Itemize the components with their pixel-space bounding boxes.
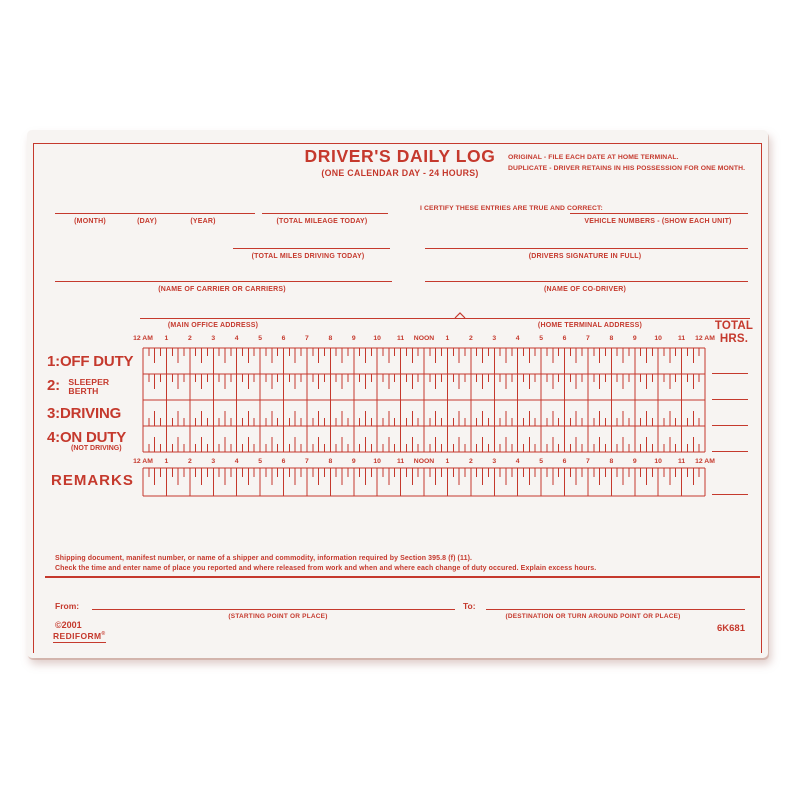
year-label: (YEAR) — [190, 218, 216, 225]
svg-text:6: 6 — [281, 335, 286, 342]
original-note: ORIGINAL - FILE EACH DATE AT HOME TERMINAL. — [508, 154, 679, 161]
svg-text:1: 1 — [164, 458, 169, 465]
svg-text:11: 11 — [396, 335, 405, 342]
main-office-label: (MAIN OFFICE ADDRESS) — [167, 322, 259, 329]
total-mileage-label: (TOTAL MILEAGE TODAY) — [276, 218, 368, 225]
svg-text:5: 5 — [539, 335, 543, 342]
carrier-line — [55, 281, 392, 282]
svg-text:8: 8 — [609, 335, 614, 342]
svg-text:7: 7 — [586, 335, 590, 342]
address-line — [140, 318, 750, 319]
from-label: From: — [55, 601, 80, 611]
total-miles-driving-line — [233, 248, 390, 249]
starting-point-label: (STARTING POINT OR PLACE) — [228, 613, 328, 620]
svg-text:3: 3 — [211, 335, 216, 342]
vehicle-numbers-label: VEHICLE NUMBERS - (SHOW EACH UNIT) — [584, 218, 732, 225]
svg-text:5: 5 — [539, 458, 543, 465]
svg-text:NOON: NOON — [413, 335, 435, 342]
total-miles-driving-label: (TOTAL MILES DRIVING TODAY) — [251, 253, 365, 260]
total-hours-line-off-duty — [712, 373, 748, 374]
date-entry-line — [55, 213, 255, 214]
svg-text:5: 5 — [258, 458, 262, 465]
total-mileage-line — [262, 213, 388, 214]
svg-text:4: 4 — [234, 458, 239, 465]
svg-text:5: 5 — [258, 335, 262, 342]
vehicle-numbers-line — [570, 213, 748, 214]
rediform-logo: REDIFORM® — [53, 631, 106, 641]
form-title: DRIVER'S DAILY LOG — [304, 146, 496, 166]
svg-text:8: 8 — [328, 335, 333, 342]
svg-text:1: 1 — [445, 335, 450, 342]
row-label-driving: 3:DRIVING — [47, 405, 122, 422]
form-subtitle: (ONE CALENDAR DAY - 24 HOURS) — [321, 168, 479, 178]
time-grid — [133, 330, 715, 500]
certify-statement: I CERTIFY THESE ENTRIES ARE TRUE AND CORRECT: — [420, 205, 603, 212]
svg-text:9: 9 — [351, 458, 356, 465]
svg-text:2: 2 — [187, 335, 192, 342]
svg-text:12 AM: 12 AM — [695, 458, 715, 465]
total-hours-header: TOTAL HRS. — [714, 320, 754, 345]
svg-text:3: 3 — [492, 335, 497, 342]
destination-label: (DESTINATION OR TURN AROUND POINT OR PLACE) — [505, 613, 681, 620]
co-driver-line — [425, 281, 748, 282]
signature-line — [425, 248, 748, 249]
svg-text:7: 7 — [305, 335, 309, 342]
day-label: (DAY) — [137, 218, 157, 225]
part-number: 6K681 — [717, 623, 745, 634]
svg-text:10: 10 — [654, 335, 662, 342]
svg-text:2: 2 — [187, 458, 192, 465]
svg-text:10: 10 — [373, 458, 381, 465]
svg-text:8: 8 — [609, 458, 614, 465]
svg-text:2: 2 — [468, 458, 473, 465]
from-entry-line — [92, 609, 455, 610]
svg-text:3: 3 — [211, 458, 216, 465]
svg-text:8: 8 — [328, 458, 333, 465]
total-hours-line-sleeper — [712, 399, 748, 400]
distribution-notes — [508, 152, 778, 174]
svg-text:6: 6 — [562, 335, 567, 342]
svg-text:2: 2 — [468, 335, 473, 342]
svg-text:7: 7 — [586, 458, 590, 465]
home-terminal-label: (HOME TERMINAL ADDRESS) — [537, 322, 643, 329]
svg-text:12 AM: 12 AM — [133, 335, 153, 342]
svg-text:9: 9 — [632, 458, 637, 465]
svg-text:NOON: NOON — [413, 458, 435, 465]
remarks-label: REMARKS — [51, 472, 134, 489]
svg-text:11: 11 — [677, 335, 686, 342]
svg-text:4: 4 — [515, 335, 520, 342]
row-label-on-duty: 4:ON DUTY — [47, 429, 127, 446]
svg-text:10: 10 — [654, 458, 662, 465]
shipping-note: Shipping document, manifest number, or name of a shipper and commodity, information required by Section 395.8 (f) (11). — [55, 555, 473, 562]
carrier-label: (NAME OF CARRIER OR CARRIERS) — [158, 286, 286, 293]
svg-text:4: 4 — [234, 335, 239, 342]
to-entry-line — [486, 609, 745, 610]
svg-text:12 AM: 12 AM — [133, 458, 153, 465]
address-line-caret-mark — [455, 312, 465, 318]
svg-text:6: 6 — [281, 458, 286, 465]
total-hours-line-driving — [712, 425, 748, 426]
svg-text:11: 11 — [677, 458, 686, 465]
to-label: To: — [463, 601, 476, 611]
svg-text:1: 1 — [164, 335, 169, 342]
svg-text:9: 9 — [632, 335, 637, 342]
svg-text:9: 9 — [351, 335, 356, 342]
svg-text:6: 6 — [562, 458, 567, 465]
signature-label: (DRIVERS SIGNATURE IN FULL) — [528, 253, 642, 260]
log-form-sheet — [27, 130, 768, 658]
notes-divider-rule — [45, 576, 760, 578]
svg-text:4: 4 — [515, 458, 520, 465]
svg-text:1: 1 — [445, 458, 450, 465]
svg-text:12 AM: 12 AM — [695, 335, 715, 342]
svg-text:11: 11 — [396, 458, 405, 465]
co-driver-label: (NAME OF CO-DRIVER) — [544, 286, 626, 293]
row-label-not-driving: (NOT DRIVING) — [71, 445, 122, 452]
svg-text:7: 7 — [305, 458, 309, 465]
svg-text:3: 3 — [492, 458, 497, 465]
duplicate-note: DUPLICATE - DRIVER RETAINS IN HIS POSSESSION FOR ONE MONTH. — [508, 165, 746, 173]
total-hours-line-on-duty — [712, 451, 748, 452]
row-label-off-duty: 1:OFF DUTY — [47, 353, 134, 370]
total-hours-line-remarks — [712, 494, 748, 495]
svg-text:10: 10 — [373, 335, 381, 342]
row-label-sleeper-berth: 2: SLEEPER BERTH — [47, 377, 110, 397]
check-time-note: Check the time and enter name of place you reported and where released from work and when and where each change of duty occured. Explain excess hours. — [55, 565, 597, 572]
month-label: (MONTH) — [74, 218, 106, 225]
copyright-text: ©2001 — [55, 620, 82, 630]
